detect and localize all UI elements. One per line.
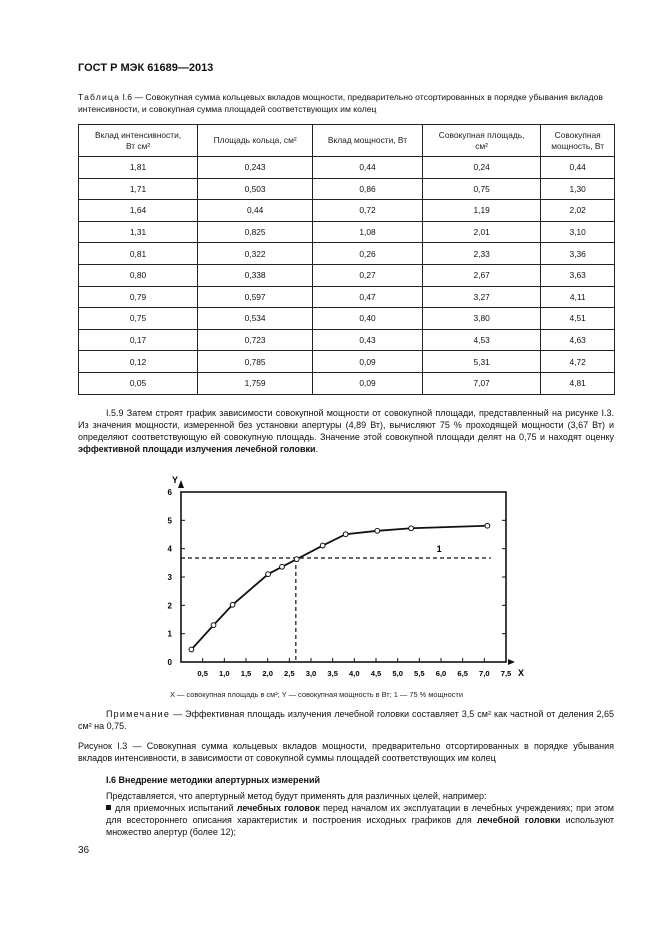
table-header-row: [79, 125, 615, 157]
y-tick-label: 0: [167, 658, 172, 667]
y-tick-label: 4: [167, 544, 172, 554]
data-point: [409, 526, 414, 531]
data-point: [280, 564, 285, 569]
table-cell: 0,26: [313, 243, 423, 265]
x-tick-label: 7,5: [500, 669, 512, 678]
table-cell: 1,759: [198, 372, 313, 394]
bullet-bold-1: лечебных головок: [236, 803, 320, 813]
note-text: — Эффективная площадь излучения лечебной головки составляет 3,5 см² как частной от деления 2,65 см² на 0,75.: [78, 709, 614, 731]
bullet-item: [106, 802, 614, 838]
table-row: [79, 286, 615, 308]
table-header-line: Вклад интенсивности,: [95, 129, 182, 140]
table-cell: 0,44: [198, 200, 313, 222]
x-tick-label: 5,0: [392, 669, 403, 678]
data-point: [375, 528, 380, 533]
x-tick-label: 2,5: [284, 669, 295, 678]
table-header-cell: [313, 125, 423, 157]
table-body: [79, 157, 615, 395]
table-cell: 0,09: [313, 351, 423, 373]
bullet-part-2: перед началом их эксплуатации в лечебных учреждениях; при этом для всестороннего описания характеристик и построения исходных графиков для: [106, 803, 614, 825]
x-tick-label: 7,0: [479, 669, 490, 678]
table-header-cell: [198, 125, 313, 157]
intro-text: Представляется, что апертурный метод будут применять для различных целей, например:: [106, 791, 487, 801]
data-table: [78, 124, 615, 395]
table-cell: 3,27: [422, 286, 541, 308]
y-tick-label: 5: [167, 516, 172, 526]
table-cell: 4,81: [541, 372, 615, 394]
table-cell: 5,31: [422, 351, 541, 373]
y-tick-label: 6: [167, 488, 172, 497]
data-point: [485, 523, 490, 528]
paragraph-end: .: [315, 444, 319, 454]
table-cell: 0,243: [198, 157, 313, 179]
table-cell: 0,338: [198, 264, 313, 286]
x-tick-label: 3,5: [327, 669, 338, 678]
table-row: [79, 372, 615, 394]
document-header: ГОСТ Р МЭК 61689—2013: [78, 62, 214, 74]
table-cell: 0,723: [198, 329, 313, 351]
table-cell: 4,63: [541, 329, 615, 351]
table-cell: 1,31: [79, 221, 198, 243]
table-header-cell: [422, 125, 541, 157]
chart-legend: X — совокупная площадь в см²; Y — совокупная мощность в Вт; 1 — 75 % мощности: [170, 690, 463, 699]
table-cell: 0,17: [79, 329, 198, 351]
table-cell: 0,86: [313, 178, 423, 200]
table-cell: 0,81: [79, 243, 198, 265]
table-cell: 1,08: [313, 221, 423, 243]
table-row: [79, 308, 615, 330]
bullet-bold-2: лечебной головки: [477, 815, 561, 825]
y-tick-label: 1: [167, 629, 172, 639]
table-header-line: Вклад мощности, Вт: [327, 135, 408, 145]
table-row: [79, 264, 615, 286]
plot-frame: [181, 492, 506, 662]
table-cell: 0,24: [422, 157, 541, 179]
section-title: I.6 Внедрение методики апертурных измерений: [106, 775, 321, 785]
bullet-part-3: используют множество апертур (более 12);: [106, 815, 614, 837]
page-number: 36: [78, 845, 90, 856]
y-axis-arrow: [178, 480, 184, 488]
table-cell: 1,71: [79, 178, 198, 200]
table-caption-prefix: Таблица: [78, 92, 121, 102]
x-tick-label: 1,5: [240, 669, 252, 678]
table-header-cell: [541, 125, 615, 157]
data-point: [294, 557, 299, 562]
series-line: [191, 526, 487, 650]
x-tick-label: 1,0: [219, 669, 230, 678]
data-point: [230, 602, 235, 607]
table-cell: 4,72: [541, 351, 615, 373]
table-row: [79, 157, 615, 179]
table-row: [79, 178, 615, 200]
data-point: [266, 572, 271, 577]
table-cell: 3,63: [541, 264, 615, 286]
table-row: [79, 221, 615, 243]
x-tick-label: 6,0: [435, 669, 447, 678]
x-tick-label: 2,0: [262, 669, 273, 678]
table-cell: 0,75: [422, 178, 541, 200]
table-row: [79, 329, 615, 351]
table-row: [79, 200, 615, 222]
table-cell: 0,44: [541, 157, 615, 179]
table-cell: 0,825: [198, 221, 313, 243]
table-cell: 0,79: [79, 286, 198, 308]
table-header-line: мощность, Вт: [551, 140, 605, 151]
bullet-part-1: для приемочных испытаний: [115, 803, 237, 813]
paragraph-bold: эффективной площади излучения лечебной головки: [78, 444, 316, 454]
paragraph-i59: [78, 407, 614, 455]
reference-label: 1: [436, 544, 442, 555]
table-cell: 7,07: [422, 372, 541, 394]
table-header-cell: [79, 125, 198, 157]
table-row: [79, 243, 615, 265]
table-cell: 0,09: [313, 372, 423, 394]
paragraph-text: I.5.9 Затем строят график зависимости совокупной мощности от совокупной площади, представленный на рисунке I.3. Из значения мощности, измеренной без установки апертуры (4,89 Вт), вычисляют 75 % проходящей мощности (3,67 Вт) и определяют соответствующую ей совокупную площадь. Значение этой совокупной площади делят на 0,75 и находят оценку: [78, 408, 614, 442]
table-row: [79, 351, 615, 373]
table-header-line: Совокупная: [554, 129, 601, 140]
table-cell: 0,80: [79, 264, 198, 286]
table-header-line: Площадь кольца, см²: [213, 135, 297, 145]
x-tick-label: 6,5: [457, 669, 468, 678]
table-header-line: Совокупная площадь,: [438, 129, 525, 140]
table-cell: 0,322: [198, 243, 313, 265]
table-cell: 3,80: [422, 308, 541, 330]
table-cell: 2,01: [422, 221, 541, 243]
table-caption-text: I.6 — Совокупная сумма кольцевых вкладов мощности, предварительно отсортированных в порядке убывания вкладов интенсивности, и совокупная сумма площадей соответствующих им колец: [78, 92, 603, 114]
power-area-chart: [150, 465, 530, 687]
x-axis-arrow: [508, 659, 515, 665]
note-label: Примечание: [106, 709, 171, 719]
table-cell: 2,33: [422, 243, 541, 265]
data-point: [189, 647, 194, 652]
table-cell: 0,534: [198, 308, 313, 330]
table-cell: 0,72: [313, 200, 423, 222]
table-header-line: см²: [475, 140, 488, 151]
table-cell: 0,43: [313, 329, 423, 351]
table-cell: 0,44: [313, 157, 423, 179]
x-tick-label: 3,0: [305, 669, 317, 678]
note: [78, 708, 614, 732]
x-tick-label: 4,5: [370, 669, 382, 678]
table-cell: 1,81: [79, 157, 198, 179]
table-cell: 0,40: [313, 308, 423, 330]
data-point: [320, 543, 325, 548]
table-cell: 1,64: [79, 200, 198, 222]
table-cell: 2,67: [422, 264, 541, 286]
table-cell: 1,19: [422, 200, 541, 222]
y-tick-label: 2: [167, 601, 172, 611]
table-cell: 3,10: [541, 221, 615, 243]
x-axis-label: X: [518, 668, 525, 678]
table-cell: 0,27: [313, 264, 423, 286]
x-tick-label: 4,0: [349, 669, 360, 678]
table-header-line: Вт см²: [125, 140, 151, 151]
table-cell: 4,11: [541, 286, 615, 308]
table-cell: 0,47: [313, 286, 423, 308]
table-cell: 1,30: [541, 178, 615, 200]
table-cell: 2,02: [541, 200, 615, 222]
table-cell: 3,36: [541, 243, 615, 265]
x-tick-label: 0,5: [197, 669, 208, 678]
y-tick-label: 3: [167, 573, 172, 582]
table-cell: 4,53: [422, 329, 541, 351]
y-axis-label: Y: [172, 475, 179, 485]
figure-caption: Рисунок I.3 — Совокупная сумма кольцевых вкладов мощности, предварительно отсортированных в порядке убывания вкладов интенсивности, в зависимости от совокупной суммы площадей соответствующих им колец: [78, 741, 614, 763]
data-point: [343, 532, 348, 537]
table-cell: 0,503: [198, 178, 313, 200]
table-caption: [78, 91, 614, 115]
table-cell: 0,12: [79, 351, 198, 373]
table-cell: 0,597: [198, 286, 313, 308]
table-cell: 4,51: [541, 308, 615, 330]
x-tick-label: 5,5: [414, 669, 425, 678]
table-cell: 0,05: [79, 372, 198, 394]
bullet-marker: [106, 805, 111, 810]
table-cell: 0,785: [198, 351, 313, 373]
data-point: [211, 623, 216, 628]
table-cell: 0,75: [79, 308, 198, 330]
